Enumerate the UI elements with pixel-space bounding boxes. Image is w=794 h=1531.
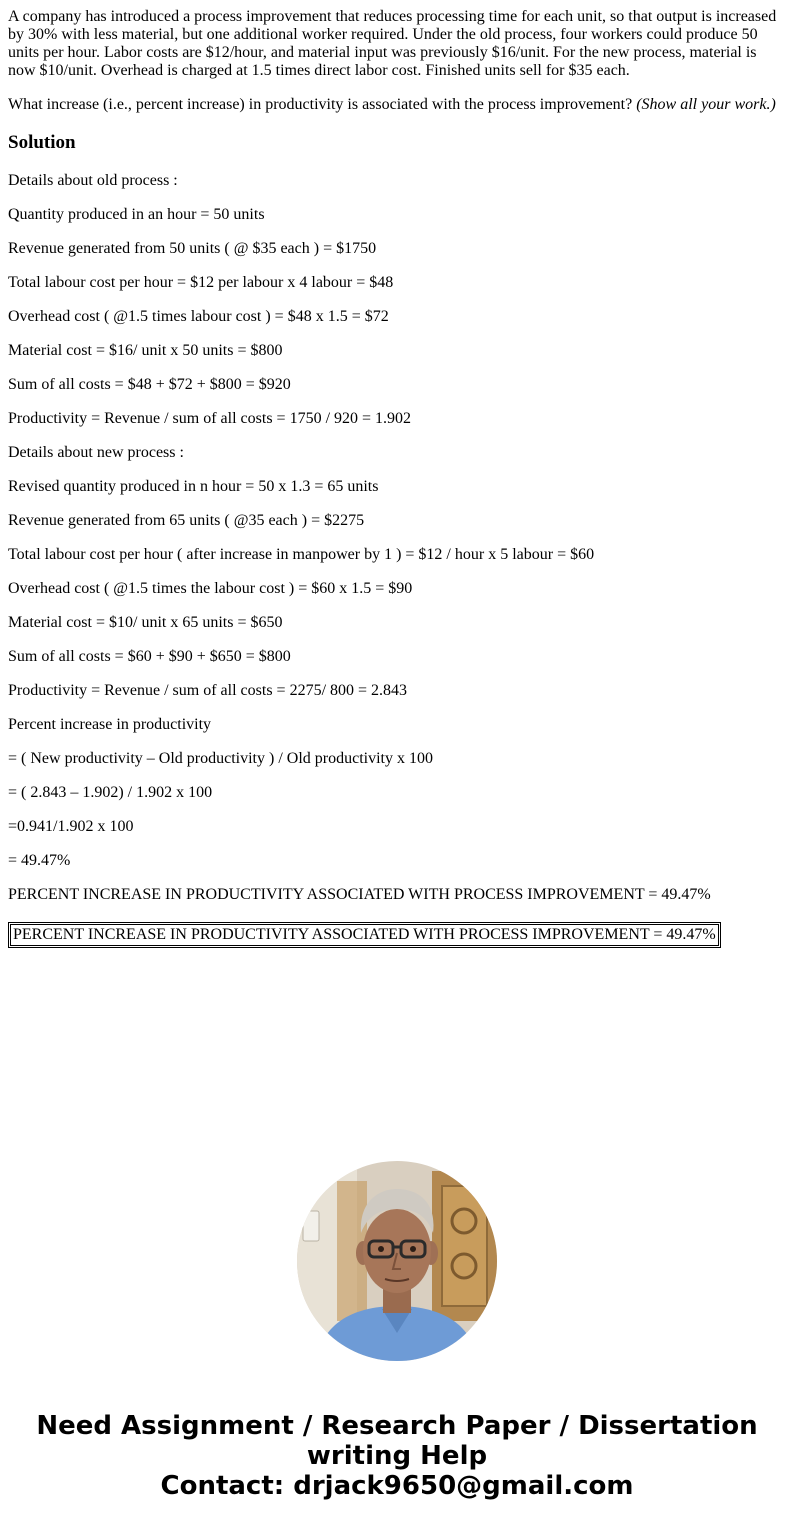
solution-line: = ( 2.843 – 1.902) / 1.902 x 100 <box>8 784 213 801</box>
solution-line: Details about new process : <box>8 444 184 461</box>
solution-line: Quantity produced in an hour = 50 units <box>8 206 265 223</box>
author-photo-image <box>297 1161 497 1361</box>
solution-line: Percent increase in productivity <box>8 716 212 733</box>
question-prompt-text: What increase (i.e., percent increase) in productivity is associated with the process improvement? <box>8 96 637 113</box>
solution-line: Sum of all costs = $48 + $72 + $800 = $920 <box>8 376 291 393</box>
boxed-answer: PERCENT INCREASE IN PRODUCTIVITY ASSOCIATED WITH PROCESS IMPROVEMENT = 49.47% <box>8 922 721 948</box>
solution-line: Details about old process : <box>8 172 178 189</box>
document-body <box>0 8 794 948</box>
solution-line: Revised quantity produced in n hour = 50 x 1.3 = 65 units <box>8 478 379 495</box>
solution-line: Productivity = Revenue / sum of all costs = 1750 / 920 = 1.902 <box>8 410 412 427</box>
solution-line: Total labour cost per hour ( after increase in manpower by 1 ) = $12 / hour x 5 labour = $60 <box>8 546 595 563</box>
solution-line: Productivity = Revenue / sum of all costs = 2275/ 800 = 2.843 <box>8 682 408 699</box>
solution-line: = 49.47% <box>8 852 71 869</box>
promo-line: writing Help <box>306 1441 488 1471</box>
promo-line: Need Assignment / Research Paper / Dissertation <box>36 1411 758 1441</box>
author-avatar <box>297 1161 497 1361</box>
solution-line: = ( New productivity – Old productivity ) / Old productivity x 100 <box>8 750 433 767</box>
promo-contact: Contact: drjack9650@gmail.com <box>160 1471 634 1501</box>
solution-line: Revenue generated from 50 units ( @ $35 each ) = $1750 <box>8 240 377 257</box>
promo-banner <box>0 1411 794 1501</box>
solution-line: Sum of all costs = $60 + $90 + $650 = $800 <box>8 648 291 665</box>
question-text: A company has introduced a process improvement that reduces processing time for each unit, so that output is increased by 30% with less material, but one additional worker required. Under the old process, four workers could produce 50 units per hour. Labor costs are $12/hour, and material input was previously $16/unit. For the new process, material is now $10/unit. Overhead is charged at 1.5 times direct labor cost. Finished units sell for $35 each. <box>8 8 777 79</box>
solution-steps <box>8 172 786 904</box>
solution-line: Overhead cost ( @1.5 times the labour cost ) = $60 x 1.5 = $90 <box>8 580 413 597</box>
question-prompt-emphasis: (Show all your work.) <box>636 96 776 113</box>
solution-line: Material cost = $16/ unit x 50 units = $800 <box>8 342 283 359</box>
solution-line: =0.941/1.902 x 100 <box>8 818 134 835</box>
solution-line: PERCENT INCREASE IN PRODUCTIVITY ASSOCIATED WITH PROCESS IMPROVEMENT = 49.47% <box>8 886 711 903</box>
solution-heading: Solution <box>8 132 76 153</box>
solution-line: Material cost = $10/ unit x 65 units = $650 <box>8 614 283 631</box>
question-prompt <box>8 96 786 114</box>
solution-line: Total labour cost per hour = $12 per labour x 4 labour = $48 <box>8 274 394 291</box>
solution-line: Revenue generated from 65 units ( @35 each ) = $2275 <box>8 512 365 529</box>
solution-line: Overhead cost ( @1.5 times labour cost ) = $48 x 1.5 = $72 <box>8 308 389 325</box>
